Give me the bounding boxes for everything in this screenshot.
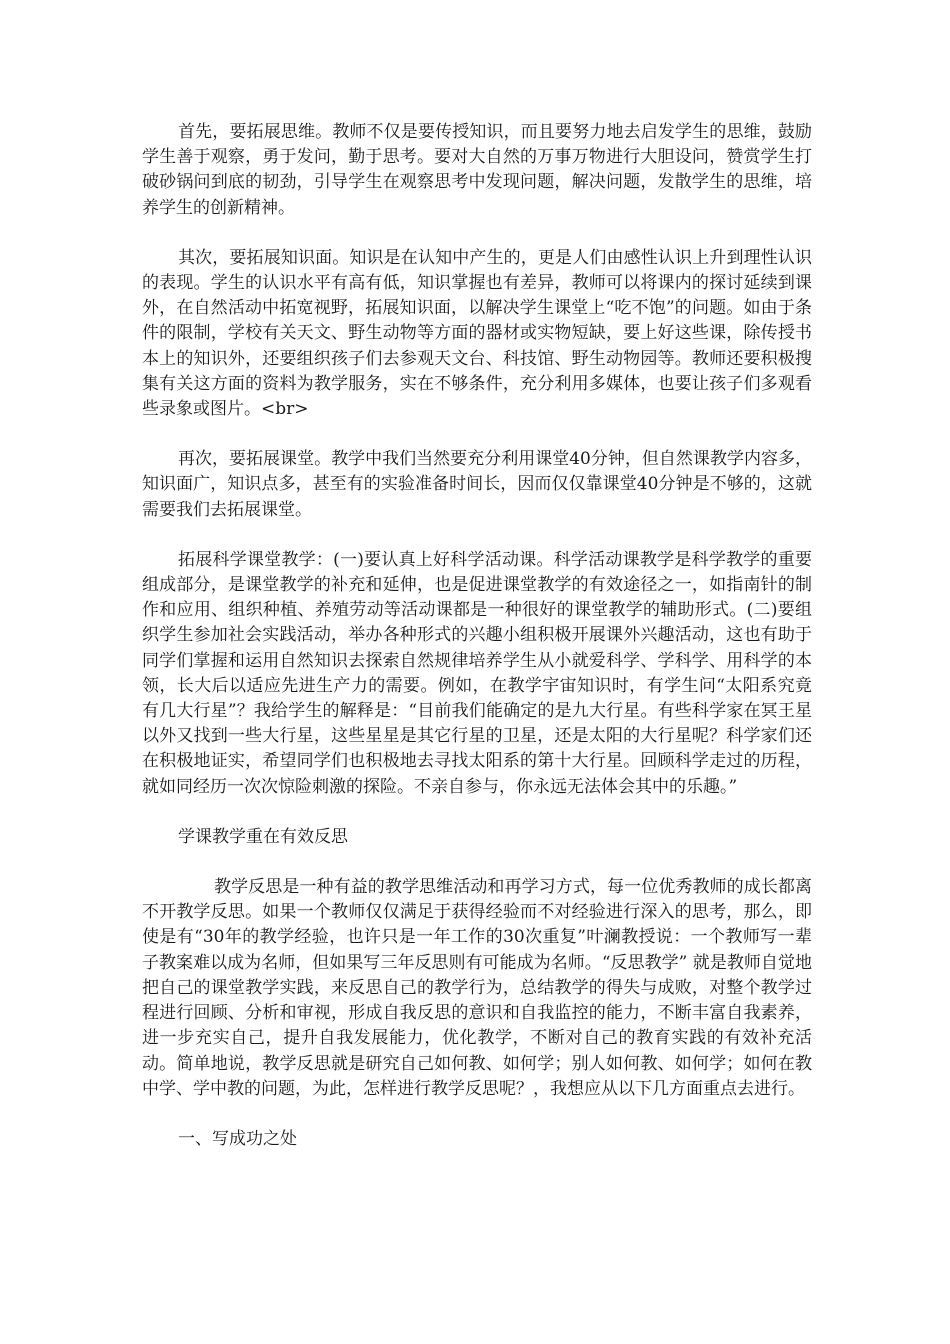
subheading-success: 一、写成功之处 [178, 1128, 297, 1149]
paragraph-expand-thinking: 首先，要拓展思维。教师不仅是要传授知识，而且要努力地去启发学生的思维，鼓励学生善于观察，勇于发问，勤于思考。要对大自然的万事万物进行大胆设问，赞赏学生打破砂锅问到底的韧劲，引导学生在观察思考中发现问题，解决问题，发散学生的思维，培养学生的创新精神。 [142, 122, 812, 218]
paragraph-teaching-reflection: 教学反思是一种有益的教学思维活动和再学习方式，每一位优秀教师的成长都离不开教学反思。如果一个教师仅仅满足于获得经验而不对经验进行深入的思考，那么，即使是有“30年的教学经验，也许只是一年工作的30次重复”叶澜教授说：一个教师写一辈子教案难以成为名师，但如果写三年反思则有可能成为名师。“反思教学” 就是教师自觉地把自己的课堂教学实践，来反思自己的教学行为，总结教学的得失与成败，对整个教学过程进行回顾、分析和审视，形成自我反思的意识和自我监控的能力，不断丰富自我素养，进一步充实自己，提升自我发展能力，优化教学，不断对自己的教育实践的有效补充活动。简单地说，教学反思就是研究自己如何教、如何学；别人如何教、如何学；如何在教中学、学中教的问题，为此，怎样进行教学反思呢？，我想应从以下几方面重点去进行。 [142, 877, 812, 1099]
document-body [142, 120, 812, 1177]
paragraph-expand-knowledge: 其次，要拓展知识面。知识是在认知中产生的，更是人们由感性认识上升到理性认识的表现。学生的认识水平有高有低，知识掌握也有差异，教师可以将课内的探讨延续到课外，在自然活动中拓宽视野，拓展知识面，以解决学生课堂上“吃不饱”的问题。如由于条件的限制，学校有关天文、野生动物等方面的器材或实物短缺，要上好这些课，除传授书本上的知识外，还要组织孩子们去参观天文台、科技馆、野生动物园等。教师还要积极搜集有关这方面的资料为教学服务，实在不够条件，充分利用多媒体，也要让孩子们多观看些录象或图片。<br> [142, 247, 812, 420]
paragraph-science-classroom: 拓展科学课堂教学：(一)要认真上好科学活动课。科学活动课教学是科学教学的重要组成部分，是课堂教学的补充和延伸，也是促进课堂教学的有效途径之一，如指南针的制作和应用、组织种植、养殖劳动等活动课都是一种很好的课堂教学的辅助形式。(二)要组织学生参加社会实践活动，举办各种形式的兴趣小组积极开展课外兴趣活动，这也有助于同学们掌握和运用自然知识去探索自然规律培养学生从小就爱科学、学科学、用科学的本领，长大后以适应先进生产力的需要。例如，在教学宇宙知识时，有学生问“太阳系究竟有几大行星”？我给学生的解释是：“目前我们能确定的是九大行星。有些科学家在冥王星以外又找到一些大行星，这些星星是其它行星的卫星，还是太阳的大行星呢？科学家们还在积极地证实，希望同学们也积极地去寻找太阳系的第十大行星。回顾科学走过的历程，就如同经历一次次惊险刺激的探险。不亲自参与，你永远无法体会其中的乐趣。” [142, 549, 812, 797]
paragraph-expand-classroom: 再次，要拓展课堂。教学中我们当然要充分利用课堂40分钟，但自然课教学内容多，知识面广，知识点多，甚至有的实验准备时间长，因而仅仅靠课堂40分钟是不够的，这就需要我们去拓展课堂。 [142, 449, 812, 520]
section-heading: 学课教学重在有效反思 [178, 826, 348, 847]
